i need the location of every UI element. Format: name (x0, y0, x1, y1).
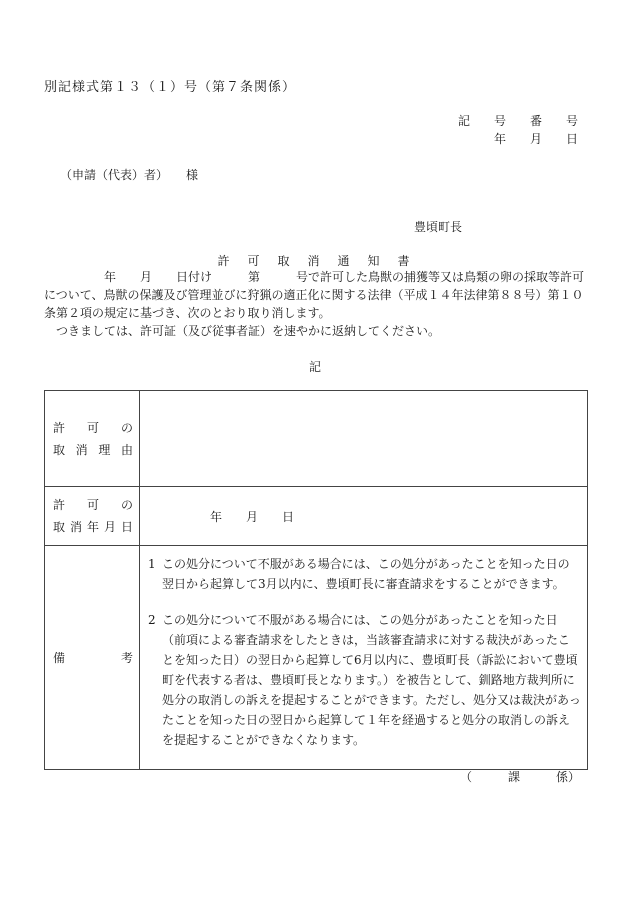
body-text (44, 268, 589, 340)
reason-value (140, 391, 588, 487)
document-title: 許 可 取 消 通 知 書 (217, 254, 413, 268)
note-text: この処分について不服がある場合には、この処分があったことを知った日の翌日から起算して3月以内に、豊頃町長に審査請求をすることができます。 (162, 557, 570, 591)
issuer-name: 豊頃町長 (413, 220, 462, 234)
reason-label-cell (45, 391, 140, 487)
date-value: 年 月 日 (140, 487, 588, 546)
notes-content (140, 546, 588, 770)
ki-heading: 記 (308, 360, 321, 374)
document-reference-number: 記 号 番 号 (457, 114, 578, 128)
date-label-cell (45, 487, 140, 546)
note-text: この処分について不服がある場合には、この処分があったことを知った日（前項による審査請求をしたときは，当該審査請求に対する裁決があったことを知った日）の翌日から起算して6月以内に、豊頃町長（訴訟において豊頃町を代表する者は、豊頃町長となります。）を被告として、釧路地方裁判所に処分の取消しの訴えを提起することができます。ただし、処分又は裁決があったことを知った日の翌日から起算して１年を経過すると処分の取消しの訴えを提起することができなくなります。 (162, 613, 581, 747)
detail-table (44, 390, 588, 770)
reason-label: 許 可 の 取消理由 (53, 420, 133, 457)
table-row-reason (45, 391, 588, 487)
body-paragraph-2: つきましては、許可証（及び従事者証）を速やかに返納してください。 (44, 324, 441, 338)
table-row-date (45, 487, 588, 546)
note-item (148, 610, 581, 750)
notes-label: 備 考 (53, 650, 133, 665)
date-label: 許 可 の 取消年月日 (53, 498, 133, 534)
responsible-section: （ 課 係） (459, 770, 580, 784)
note-item (148, 554, 581, 594)
note-number: 1 (148, 557, 156, 571)
addressee: （申請（代表）者） 様 (60, 168, 199, 182)
document-date: 年 月 日 (493, 132, 578, 146)
form-number: 別記様式第１３（１）号（第７条関係） (44, 80, 297, 95)
table-row-notes (45, 546, 588, 770)
note-number: 2 (148, 613, 156, 627)
notes-label-cell (45, 546, 140, 770)
body-paragraph-1: 年 月 日付け 第 号で許可した鳥獣の捕獲等又は鳥類の卵の採取等許可について、鳥獣の保護及び管理並びに狩猟の適正化に関する法律（平成１４年法律第８８号）第１０条第２項の規定に基づき、次のとおり取り消します。 (44, 270, 585, 320)
